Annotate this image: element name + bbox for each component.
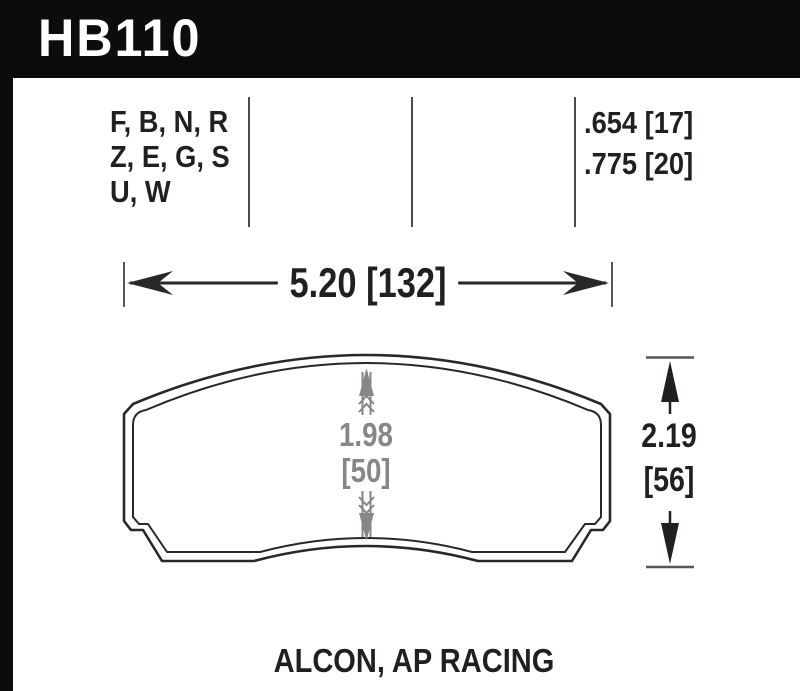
overall-height-inches: 2.19 <box>641 417 697 455</box>
center-arrow-up-chevron-2 <box>359 404 374 412</box>
center-arrow-down-chevron-2 <box>359 497 374 505</box>
center-arrow-down-icon <box>359 513 374 541</box>
center-height-label <box>316 415 417 491</box>
thickness-line-1: .654 [17] <box>584 105 694 140</box>
center-height-mm: [50] <box>341 452 391 489</box>
compound-line-3: U, W <box>110 174 171 209</box>
height-arrow-down-icon <box>661 523 679 564</box>
center-height-inches: 1.98 <box>339 416 393 453</box>
header-bar <box>0 0 800 78</box>
width-dimension-label: 5.20 [132] <box>278 260 458 305</box>
center-arrow-up-icon <box>359 368 374 396</box>
compound-codes <box>110 104 230 209</box>
thickness-values <box>584 102 693 184</box>
part-number: HB110 <box>38 9 202 68</box>
compound-line-2: Z, E, G, S <box>110 139 230 174</box>
applications-label: ALCON, AP RACING <box>273 642 555 679</box>
compound-line-1: F, B, N, R <box>110 104 229 139</box>
overall-height-mm: [56] <box>643 461 695 499</box>
height-arrow-up-icon <box>661 361 679 402</box>
left-accent-strip <box>0 78 13 691</box>
thickness-line-2: .775 [20] <box>584 146 694 181</box>
overall-height-label <box>614 414 723 502</box>
column-dividers <box>249 97 575 227</box>
